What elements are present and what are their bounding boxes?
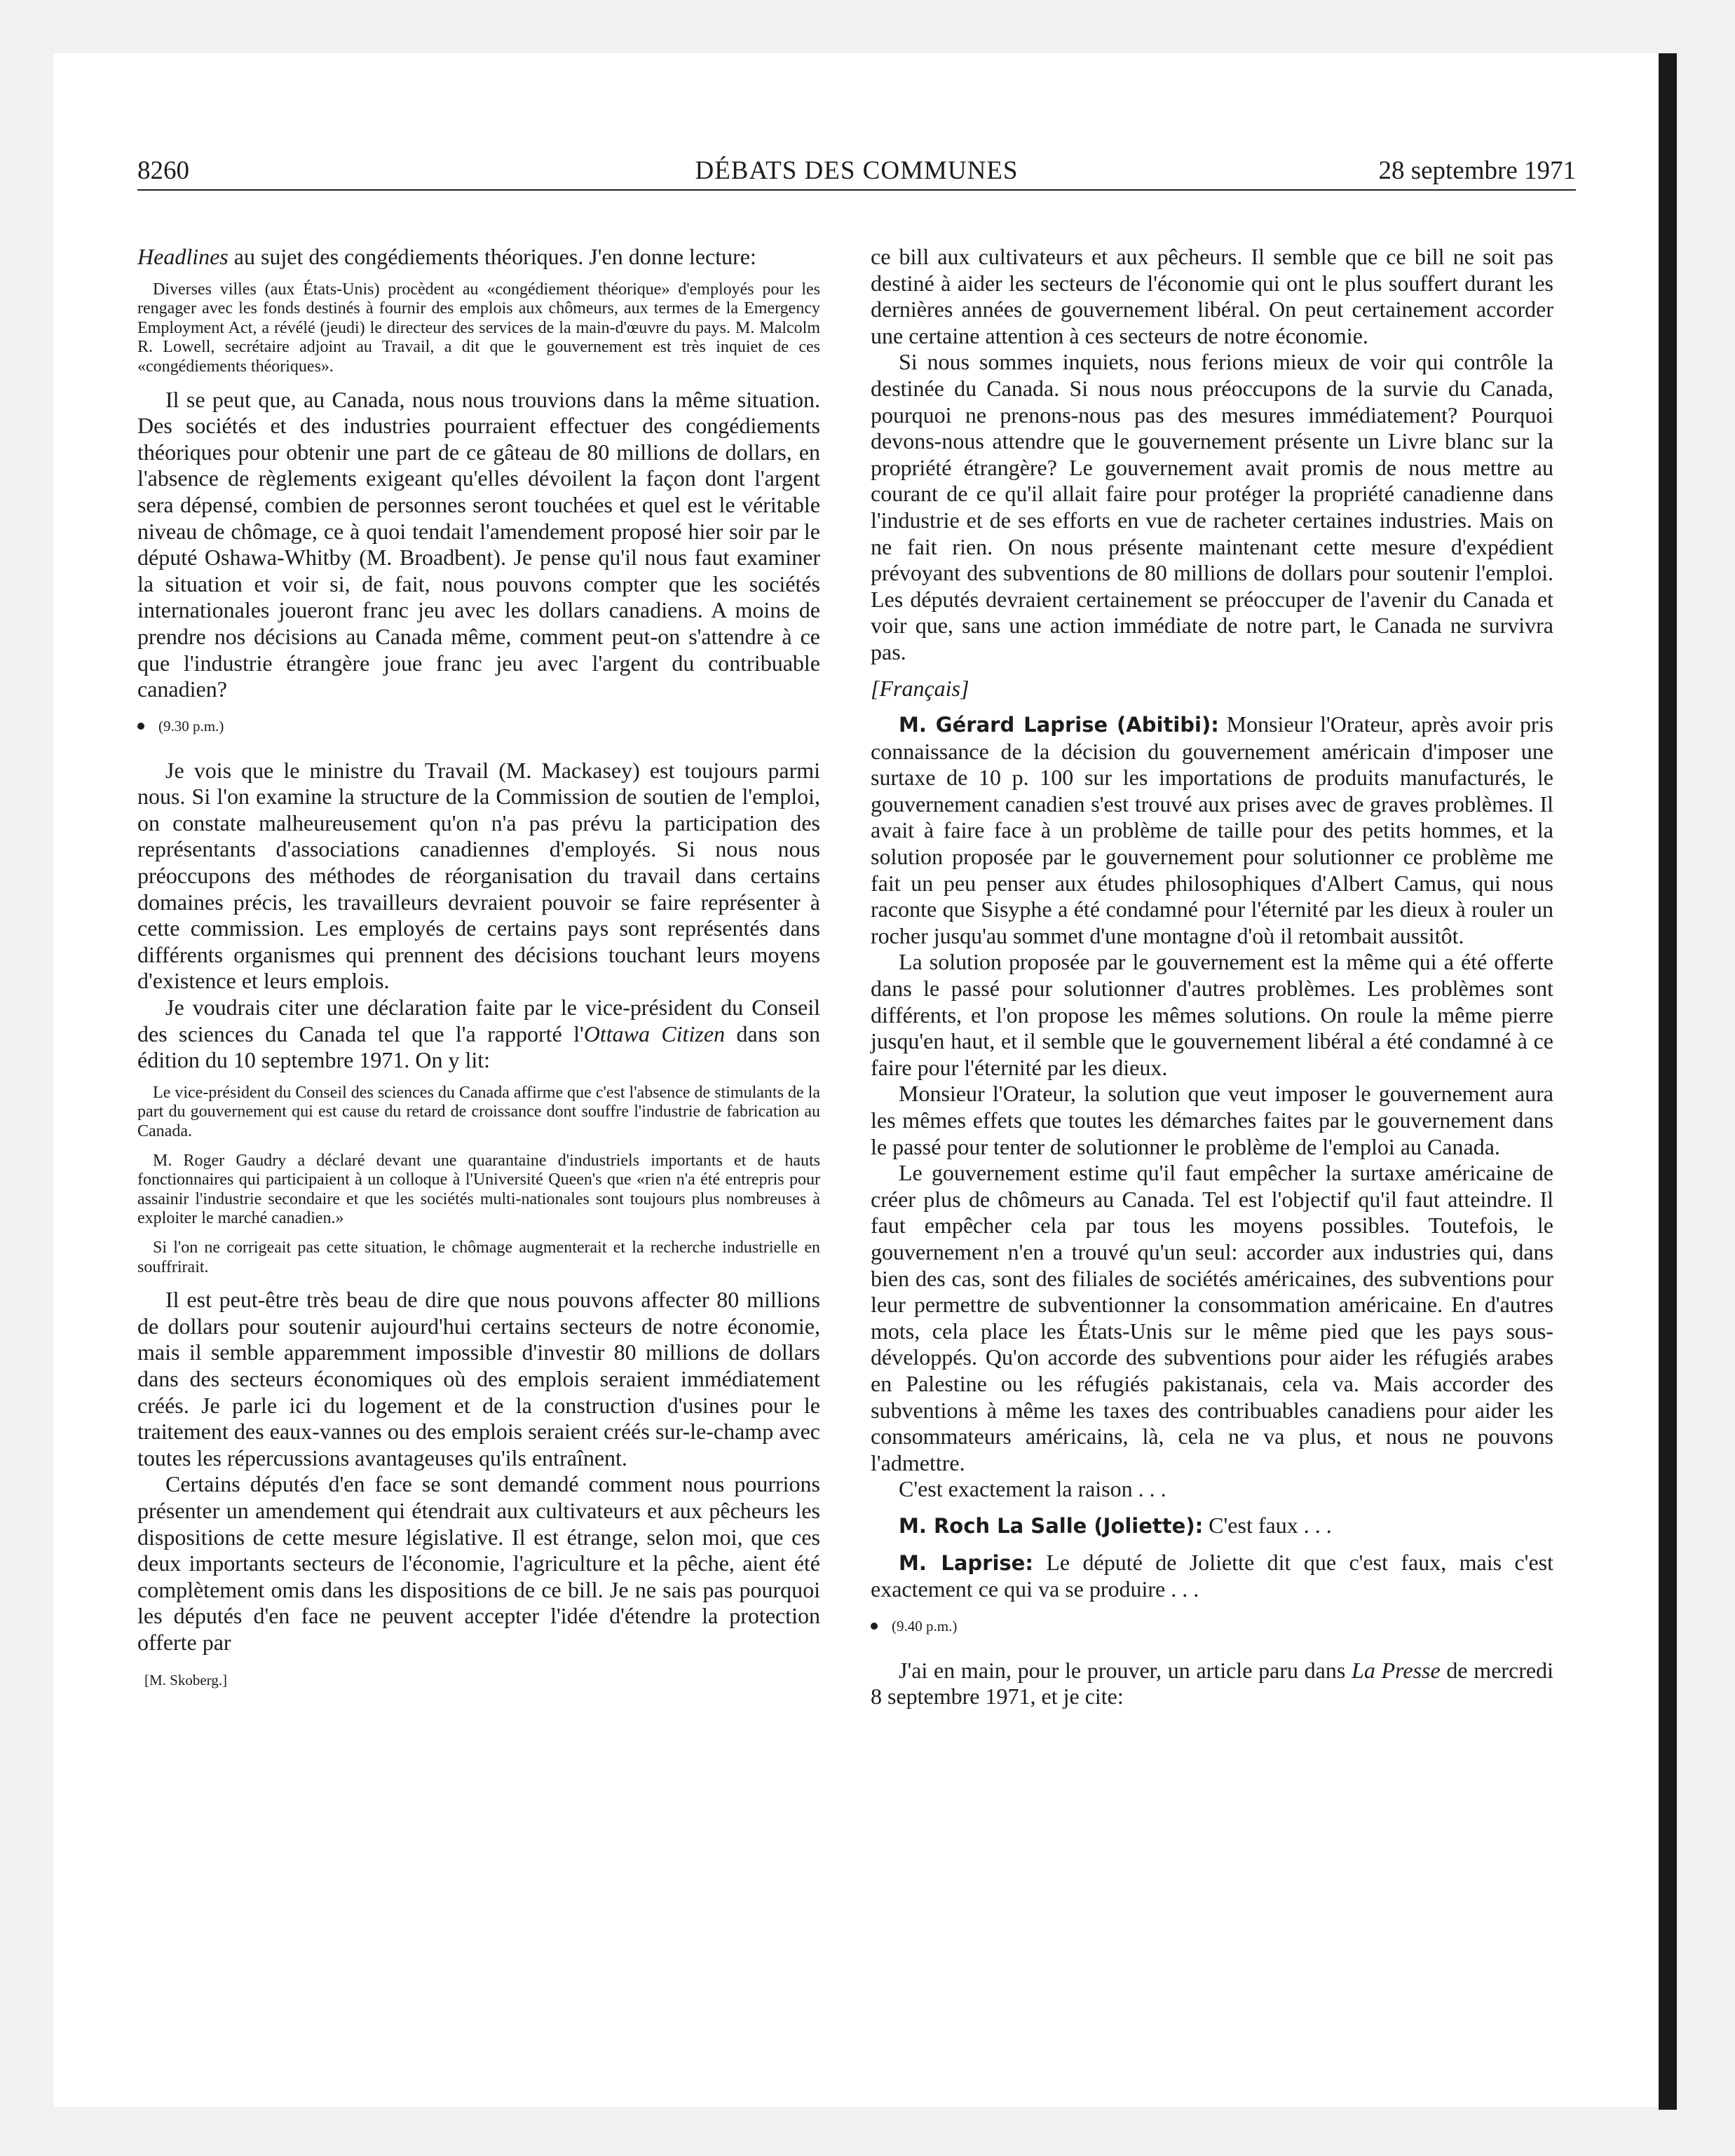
time-stamp (137, 716, 820, 737)
time-stamp-text: (9.40 p.m.) (892, 1617, 958, 1635)
paragraph: Le gouvernement estime qu'il faut empêcher la surtaxe américaine de créer plus de chômeurs au Canada. Tel est l'objectif qu'il faut atteindre. Il faut empêcher cela par tous les moyens possibles. Toutefois, le gouvernement n'en a trouvé qu'un seul: accorder aux industries qui, dans bien des cas, sont des filiales de sociétés américaines, des subventions pour leur permettre de subventionner la consommation américaine. En d'autres mots, cela place les États-Unis sur le même pied que les pays sous-développés. Qu'on accorde des subventions pour aider les réfugiés arabes en Palestine ou les réfugiés pakistanais, cela va. Mais accorder des subventions à même les taxes des contribuables canadiens pour aider les consommateurs américains, là, cela ne va plus, et nous ne pouvons l'admettre. (871, 1160, 1553, 1475)
speaker-footer: [M. Skoberg.] (144, 1672, 228, 1689)
paragraph (871, 1513, 1553, 1540)
paragraph-italic: La Presse (1352, 1657, 1441, 1683)
paragraph-text: C'est faux . . . (1203, 1512, 1332, 1538)
paragraph: Si nous sommes inquiets, nous ferions mieux de voir qui contrôle la destinée du Canada. Si nous nous préoccupons de la survie du Canada, pourquoi ne prenons-nous pas des mesures immédiatement? Pourquoi devons-nous attendre que le gouvernement présente un Livre blanc sur la propriété étrangère? Le gouvernement avait promis de nous mettre au courant de ce qu'il allait faire pour protéger la propriété canadienne dans l'industrie et de ses efforts en vue de racheter certaines industries. Mais on ne fait rien. On nous présente maintenant cette mesure d'expédient prévoyant des subventions de 80 millions de dollars pour soutenir l'emploi. Les députés devraient certainement se préoccuper de l'avenir du Canada et voir que, sans une action immédiate de notre part, le Canada ne survivra pas. (871, 349, 1553, 664)
paragraph (871, 1658, 1553, 1710)
paragraph-text: dans son édition du 10 septembre 1971. On y lit: (137, 1021, 821, 1073)
speaker-name: M. Roch La Salle (Joliette): (899, 1513, 1204, 1538)
paragraph: Certains députés d'en face se sont demandé comment nous pourrions présenter un amendement qui étendrait aux cultivateurs et aux pêcheurs les dispositions de cette mesure législative. Il est étrange, selon moi, que ces deux importants secteurs de l'économie, l'agriculture et la pêche, aient été complètement omis dans les dispositions de ce bill. Je ne sais pas pourquoi les députés d'en face ne peuvent accepter l'idée d'étendre la protection offerte par (137, 1471, 820, 1655)
block-quote: Diverses villes (aux États-Unis) procèdent au «congédiement théorique» d'employés pour les rengager avec les fonds destinés à fournir des emplois aux chômeurs, aux termes de la Emergency Employment Act, a révélé (jeudi) le directeur des services de la main-d'œuvre du pays. M. Malcolm R. Lowell, secrétaire adjoint au Travail, a dit que le gouvernement est très inquiet de ces «congédiements théoriques». (137, 280, 820, 376)
paragraph-text: Le député de Joliette dit que c'est faux, mais c'est exactement ce qui va se produire . . . (871, 1549, 1553, 1602)
block-quote: M. Roger Gaudry a déclaré devant une quarantaine d'industriels importants et de hauts fonctionnaires qui participaient à un colloque à l'Université Queen's que «rien n'a été entrepris pour assainir l'industrie secondaire et que les sociétés multi-nationales sont toujours plus nombreuses à exploiter le marché canadien.» (137, 1151, 820, 1228)
paragraph-text: Monsieur l'Orateur, après avoir pris connaissance de la décision du gouvernement américain d'imposer une surtaxe de 10 p. 100 sur les importations de produits manufacturés, le gouvernement canadien s'est trouvé aux prises avec de graves problèmes. Il avait à faire face à un problème de taille pour des petits hommes, et la solution proposée par le gouvernement pour solutionner ce problème me fait un peu penser aux études philosophiques d'Albert Camus, qui nous raconte que Sisyphe a été condamné pour l'éternité par les dieux à rouler un rocher jusqu'au sommet d'une montagne d'où il retombait aussitôt. (871, 711, 1554, 948)
paragraph: Je vois que le ministre du Travail (M. Mackasey) est toujours parmi nous. Si l'on examine la structure de la Commission de soutien de l'emploi, on constate malheureusement qu'on n'a pas prévu la participation des représentants d'associations canadiennes d'employés. Si nous nous préoccupons des méthodes de réorganisation du travail dans certains domaines précis, les travailleurs devraient pouvoir se faire représenter à cette commission. Les employés de certains pays sont représentés dans différents organismes qui prennent des décisions touchant leurs moyens d'existence et leurs emplois. (137, 757, 820, 994)
speaker-name: M. Gérard Laprise (Abitibi): (899, 713, 1219, 737)
time-stamp-text: (9.30 p.m.) (158, 717, 224, 735)
paragraph-italic: Headlines (137, 244, 229, 269)
paragraph: Il se peut que, au Canada, nous nous trouvions dans la même situation. Des sociétés et des industries pourraient effectuer des congédiements théoriques pour obtenir une part de ce gâteau de 80 millions de dollars, en l'absence de règlements exigeant qu'elles dévoilent la façon dont l'argent sera dépensé, combien de personnes seront touchées et quel est le véritable niveau de chômage, ce à quoi tendait l'amendement proposé hier soir par le député Oshawa-Whitby (M. Broadbent). Je pense qu'il nous faut examiner la situation et voir si, de fait, nous pouvons compter que les sociétés internationales joueront franc jeu avec les dollars canadiens. A moins de prendre nos décisions au Canada même, comment peut-on s'attendre à ce que l'industrie étrangère joue franc jeu avec l'argent du contribuable canadien? (137, 386, 820, 702)
paragraph-text: J'ai en main, pour le prouver, un article paru dans (899, 1657, 1352, 1683)
paragraph: C'est exactement la raison . . . (899, 1476, 1166, 1502)
paragraph: La solution proposée par le gouvernement est la même qui a été offerte dans le passé pour solutionner d'autres problèmes. Les problèmes sont différents, et l'on propose les mêmes solutions. On roule la même pierre jusqu'en haut, et il semble que le gouvernement libéral a été condamné à ce faire pour l'éternité par les dieux. (871, 949, 1553, 1080)
page-number: 8260 (137, 156, 189, 185)
paragraph: Il est peut-être très beau de dire que nous pouvons affecter 80 millions de dollars pour soutenir aujourd'hui certains secteurs de notre économie, mais il semble apparemment impossible d'investir 80 millions de dollars dans des secteurs économiques où des emplois seraient immédiatement créés. Je parle ici du logement et de la construction d'usines pour le traitement des eaux-vannes ou des emplois seraient créés sur-le-champ avec toutes les répercussions avantageuses qu'ils entraînent. (137, 1287, 820, 1471)
paragraph (871, 1550, 1553, 1603)
right-column (871, 244, 1553, 1710)
bullet-icon (137, 723, 144, 730)
language-rubric: [Français] (871, 675, 969, 701)
time-stamp (871, 1616, 1553, 1637)
paragraph-italic: Ottawa Citizen (583, 1021, 726, 1046)
paragraph-text: Je voudrais citer une déclaration faite par le vice-président du Conseil des sciences du Canada tel que l'a rapporté l' (137, 995, 820, 1046)
block-quote: Si l'on ne corrigeait pas cette situation, le chômage augmenterait et la recherche industrielle en souffrirait. (137, 1238, 820, 1276)
paragraph (871, 711, 1553, 949)
paragraph-text: au sujet des congédiements théoriques. J'en donne lecture: (228, 244, 756, 269)
paragraph-text: de mercredi 8 septembre 1971, et je cite: (871, 1657, 1554, 1710)
scan-edge-bar (1659, 53, 1677, 2110)
paragraph: ce bill aux cultivateurs et aux pêcheurs. Il semble que ce bill ne soit pas destiné à aider les secteurs de l'économie qui ont le plus souffert durant les dernières années de gouvernement libéral. On peut certainement accorder une certaine attention à ces secteurs de notre économie. (871, 244, 1553, 348)
page-title: DÉBATS DES COMMUNES (695, 156, 1019, 185)
paragraph (137, 995, 820, 1074)
paragraph: Monsieur l'Orateur, la solution que veut imposer le gouvernement aura les mêmes effets que toutes les démarches faites par le gouvernement dans le passé pour tenter de solutionner le problème de l'emploi au Canada. (871, 1081, 1553, 1159)
speaker-name: M. Laprise: (899, 1550, 1033, 1575)
paragraph (137, 244, 820, 271)
left-column (137, 244, 820, 1691)
block-quote: Le vice-président du Conseil des sciences du Canada affirme que c'est l'absence de stimulants de la part du gouvernement qui est cause du retard de croissance dont souffre l'industrie de fabrication au Canada. (137, 1083, 820, 1140)
page-header (137, 156, 1576, 191)
page-date: 28 septembre 1971 (1378, 156, 1576, 185)
bullet-icon (871, 1623, 878, 1630)
